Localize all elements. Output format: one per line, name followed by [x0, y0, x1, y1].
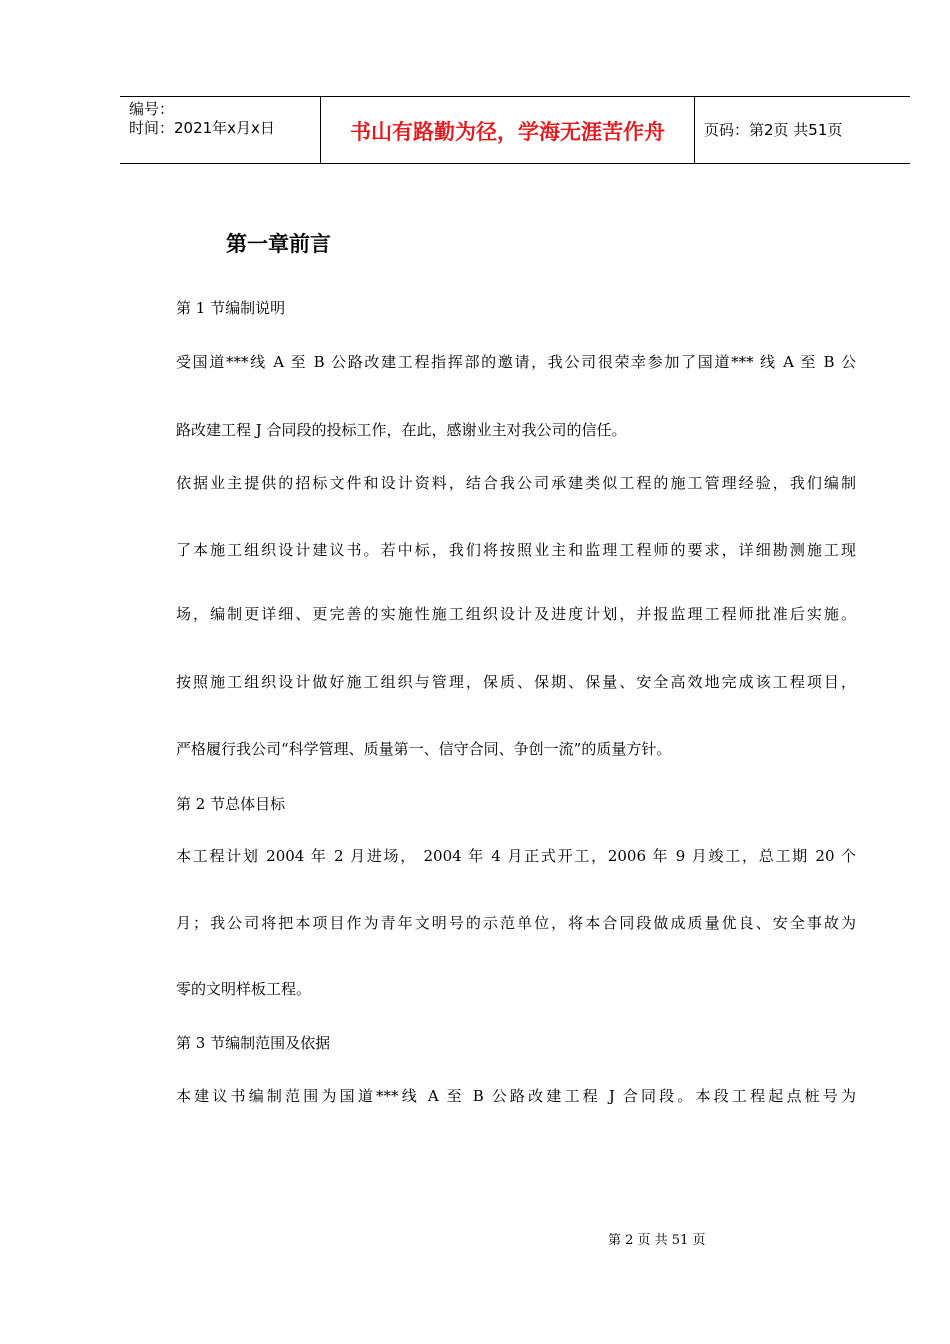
header-page-cell [695, 97, 910, 163]
paragraph-line: 严格履行我公司“科学管理、质量第一、信守合同、争创一流”的质量方针。 [176, 740, 672, 758]
paragraph-line: 本建议书编制范围为国道***线 A 至 B 公路改建工程 J 合同段。本段工程起点桩号为 [176, 1087, 856, 1105]
paragraph-line: 按照施工组织设计做好施工组织与管理，保质、保期、保量、安全高效地完成该工程项目， [176, 673, 856, 691]
paragraph-line: 路改建工程 J 合同段的投标工作，在此，感谢业主对我公司的信任。 [176, 421, 627, 439]
chapter-title: 第一章前言 [226, 232, 331, 256]
paragraph-line: 零的文明样板工程。 [176, 980, 312, 998]
header-motto: 书山有路勤为径，学海无涯苦作舟 [350, 120, 665, 144]
paragraph-line: 月；我公司将把本项目作为青年文明号的示范单位，将本合同段做成质量优良、安全事故为 [176, 914, 856, 932]
document-time-label: 时间：2021年x月x日 [129, 119, 275, 137]
paragraph-line: 了本施工组织设计建议书。若中标，我们将按照业主和监理工程师的要求，详细勘测施工现 [176, 541, 856, 559]
paragraph-line: 依据业主提供的招标文件和设计资料，结合我公司承建类似工程的施工管理经验，我们编制 [176, 474, 856, 492]
paragraph-line: 本工程计划 2004 年 2 月进场， 2004 年 4 月正式开工，2006 年 9 月竣工，总工期 20 个 [176, 847, 856, 865]
header-info-cell [120, 97, 321, 163]
document-header [120, 96, 910, 164]
paragraph-line: 受国道***线 A 至 B 公路改建工程指挥部的邀请，我公司很荣幸参加了国道*** 线 A 至 B 公 [176, 353, 856, 371]
page-footer: 第 2 页 共 51 页 [608, 1233, 706, 1248]
paragraph-line: 场，编制更详细、更完善的实施性施工组织设计及进度计划，并报监理工程师批准后实施。 [176, 605, 856, 623]
section-heading: 第 3 节编制范围及依据 [176, 1034, 331, 1052]
section-heading: 第 1 节编制说明 [176, 299, 286, 317]
header-page-info: 页码：第2页 共51页 [704, 121, 843, 139]
document-number-label: 编号： [129, 100, 175, 118]
header-motto-cell [321, 97, 695, 163]
section-heading: 第 2 节总体目标 [176, 795, 286, 813]
